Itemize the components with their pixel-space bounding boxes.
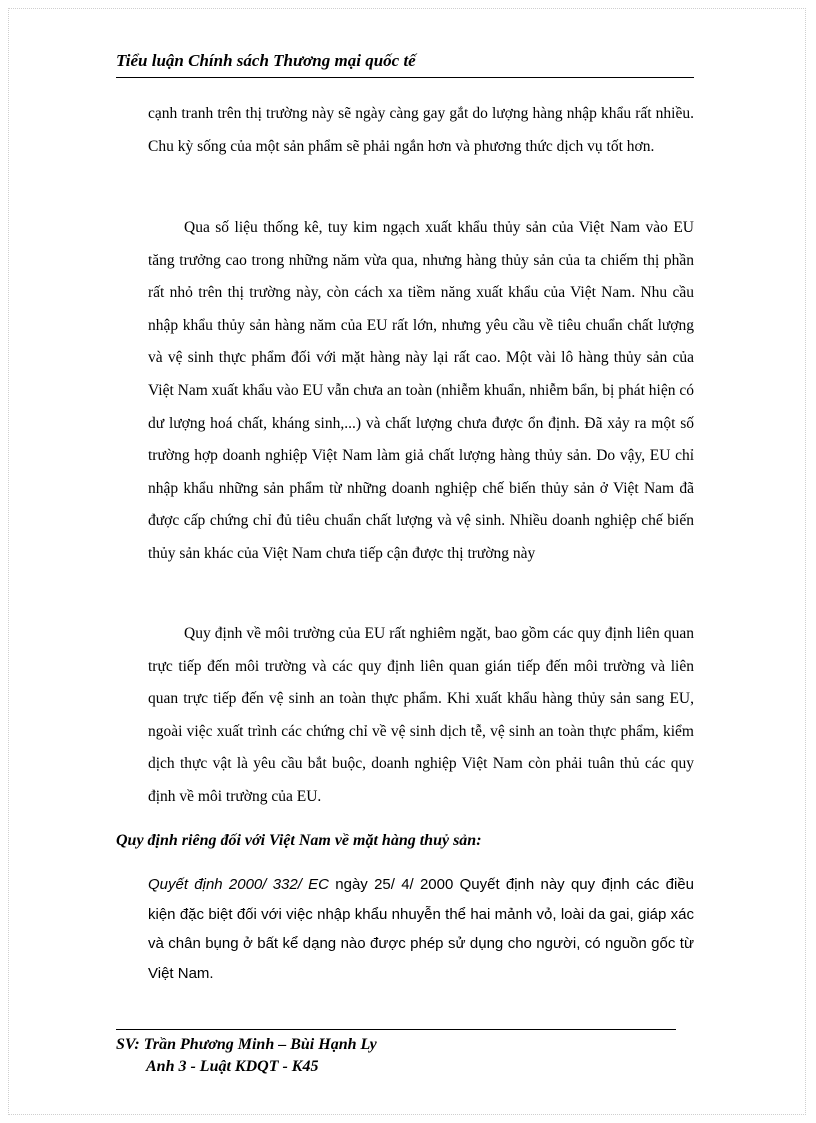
decision-text: ngày 25/ 4/ 2000 Quyết định này quy định các điều kiện đặc biệt đối với việc nhập khẩu nhuyễn thể hai mảnh vỏ, loài da gai, giáp xác và chân bụng ở bất kể dạng nào được phép sử dụng cho người, có nguồn gốc từ Việt Nam. [148,876,694,982]
page-header-title: Tiểu luận Chính sách Thương mại quốc tế [116,51,416,70]
footer-class-info: Anh 3 - Luật KDQT - K45 [146,1058,319,1075]
decision-reference: Quyết định 2000/ 332/ EC [148,876,330,893]
section-heading: Quy định riêng đối với Việt Nam về mặt hàng thuỷ sản: [116,832,482,849]
paragraph-2: Qua số liệu thống kê, tuy kim ngạch xuất khẩu thủy sản của Việt Nam vào EU tăng trưởng cao trong những năm vừa qua, nhưng hàng thủy sản của ta chiếm thị phần rất nhỏ trên thị trường này, còn cách xa tiềm năng xuất khẩu của Việt Nam. Nhu cầu nhập khẩu thủy sản hàng năm của EU rất lớn, nhưng yêu cầu về tiêu chuẩn chất lượng và vệ sinh thực phẩm đối với mặt hàng này lại rất cao. Một vài lô hàng thủy sản của Việt Nam xuất khẩu vào EU vẫn chưa an toàn (nhiễm khuẩn, nhiễm bẩn, bị phát hiện có dư lượng hoá chất, kháng sinh,...) và chất lượng chưa được ổn định. Đã xảy ra một số trường hợp doanh nghiệp Việt Nam làm giả chất lượng hàng thủy sản. Do vậy, EU chỉ nhập khẩu những sản phẩm từ những doanh nghiệp chế biến thủy sản ở Việt Nam đã được cấp chứng chỉ đủ tiêu chuẩn chất lượng và vệ sinh. Nhiều doanh nghiệp chế biến thủy sản khác của Việt Nam chưa tiếp cận được thị trường này [148,219,694,562]
paragraph-1: cạnh tranh trên thị trường này sẽ ngày càng gay gắt do lượng hàng nhập khẩu rất nhiều. Chu kỳ sống của một sản phẩm sẽ phải ngắn hơn và phương thức dịch vụ tốt hơn. [148,105,694,155]
footer-divider [116,1029,676,1030]
footer-authors: SV: Trần Phương Minh – Bùi Hạnh Ly [116,1036,377,1053]
paragraph-3: Quy định về môi trường của EU rất nghiêm ngặt, bao gồm các quy định liên quan trực tiếp đến môi trường và các quy định liên quan gián tiếp đến môi trường và liên quan trực tiếp đến vệ sinh an toàn thực phẩm. Khi xuất khẩu hàng thủy sản sang EU, ngoài việc xuất trình các chứng chỉ về vệ sinh dịch tễ, vệ sinh an toàn thực phẩm, kiểm dịch thực vật là yêu cầu bắt buộc, doanh nghiệp Việt Nam còn phải tuân thủ các quy định về môi trường của EU. [148,625,694,805]
header-divider [116,77,694,78]
decision-paragraph [148,870,694,988]
